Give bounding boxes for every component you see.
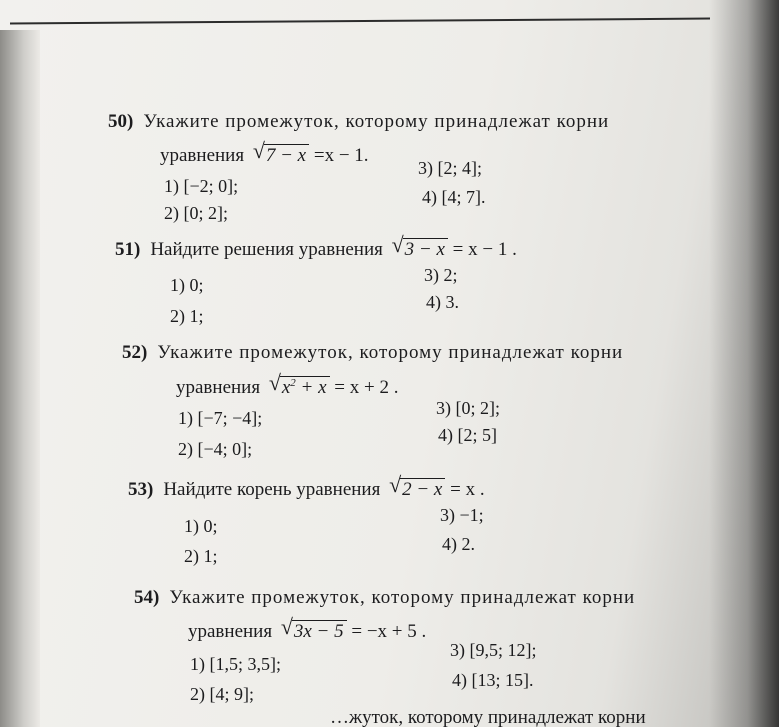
question-51-radicand: 3 − x: [403, 238, 448, 259]
question-54-option-2: 2) [4; 9];: [190, 684, 254, 704]
question-52-line1: [122, 343, 623, 362]
question-50-number: 50): [108, 111, 134, 132]
question-50-text: Укажите промежуток, которому принадлежат корни: [143, 111, 610, 132]
question-52-radicand-base: x: [281, 377, 291, 398]
question-51-option-2: 2) 1;: [170, 306, 204, 326]
page-binding-shadow: [0, 30, 40, 727]
question-53-option-4: 4) 2.: [442, 534, 475, 554]
question-50-option-3: 3) [2; 4];: [418, 158, 482, 178]
question-51-option-4: 4) 3.: [426, 292, 459, 312]
question-51-option-1: 1) 0;: [170, 275, 204, 295]
sqrt-symbol: √ 3 − x: [392, 238, 448, 259]
question-52-radicand-exponent: 2: [290, 377, 296, 389]
question-54-equation: [188, 614, 427, 642]
question-54-prefix: уравнения: [188, 621, 273, 642]
sqrt-symbol: √ 2 − x: [389, 478, 445, 499]
question-54-option-1: 1) [1,5; 3,5];: [190, 654, 281, 674]
question-50-option-1: 1) [−2; 0];: [164, 176, 239, 196]
sqrt-symbol: √ 7 − x: [253, 144, 309, 165]
question-51-option-3: 3) 2;: [424, 265, 458, 285]
question-51-rest: = x − 1 .: [447, 239, 517, 260]
question-53-rest: = x .: [445, 479, 485, 500]
question-54-option-4: 4) [13; 15].: [452, 670, 534, 690]
question-50-equation: [160, 138, 369, 166]
question-54-rest: = −x + 5 .: [346, 621, 427, 642]
question-54-option-3: 3) [9,5; 12];: [450, 640, 537, 660]
question-51-line1: [115, 232, 517, 260]
question-53-number: 53): [128, 479, 154, 500]
page-edge-shadow: [709, 0, 779, 727]
question-51-text: Найдите решения уравнения: [150, 239, 383, 260]
question-50-option-4: 4) [4; 7].: [422, 187, 486, 207]
question-52-prefix: уравнения: [176, 377, 261, 398]
question-53-option-3: 3) −1;: [440, 505, 484, 525]
sqrt-symbol: √ 3x − 5: [281, 620, 347, 641]
question-55-partial: …жуток, которому принадлежат корни: [330, 707, 646, 727]
question-51-number: 51): [115, 239, 141, 260]
question-53-option-1: 1) 0;: [184, 516, 218, 536]
question-52-rest: = x + 2 .: [329, 377, 399, 398]
question-52-equation: [176, 370, 399, 398]
question-53-line1: [128, 472, 485, 500]
question-50-radicand: 7 − x: [264, 144, 309, 165]
question-52-option-4: 4) [2; 5]: [438, 425, 497, 445]
question-54-radicand: 3x − 5: [292, 620, 347, 641]
question-50-line1: [108, 112, 609, 131]
question-53-radicand: 2 − x: [400, 478, 445, 499]
question-50-prefix: уравнения: [160, 145, 245, 166]
sqrt-symbol: √ $x^2 + x$: [269, 376, 330, 397]
question-54-number: 54): [134, 587, 160, 608]
question-53-option-2: 2) 1;: [184, 546, 218, 566]
question-50-rest: =x − 1.: [309, 145, 369, 166]
question-52-option-1: 1) [−7; −4];: [178, 408, 263, 428]
question-54-text: Укажите промежуток, которому принадлежат корни: [169, 587, 636, 608]
question-50-option-2: 2) [0; 2];: [164, 203, 228, 223]
question-52-option-3: 3) [0; 2];: [436, 398, 500, 418]
question-52-radicand-tail: + x: [295, 377, 327, 398]
question-52-option-2: 2) [−4; 0];: [178, 439, 253, 459]
question-54-line1: [134, 588, 635, 607]
question-52-number: 52): [122, 342, 148, 363]
top-rule: [10, 18, 710, 25]
question-53-text: Найдите корень уравнения: [163, 479, 381, 500]
question-52-text: Укажите промежуток, которому принадлежат корни: [157, 342, 624, 363]
